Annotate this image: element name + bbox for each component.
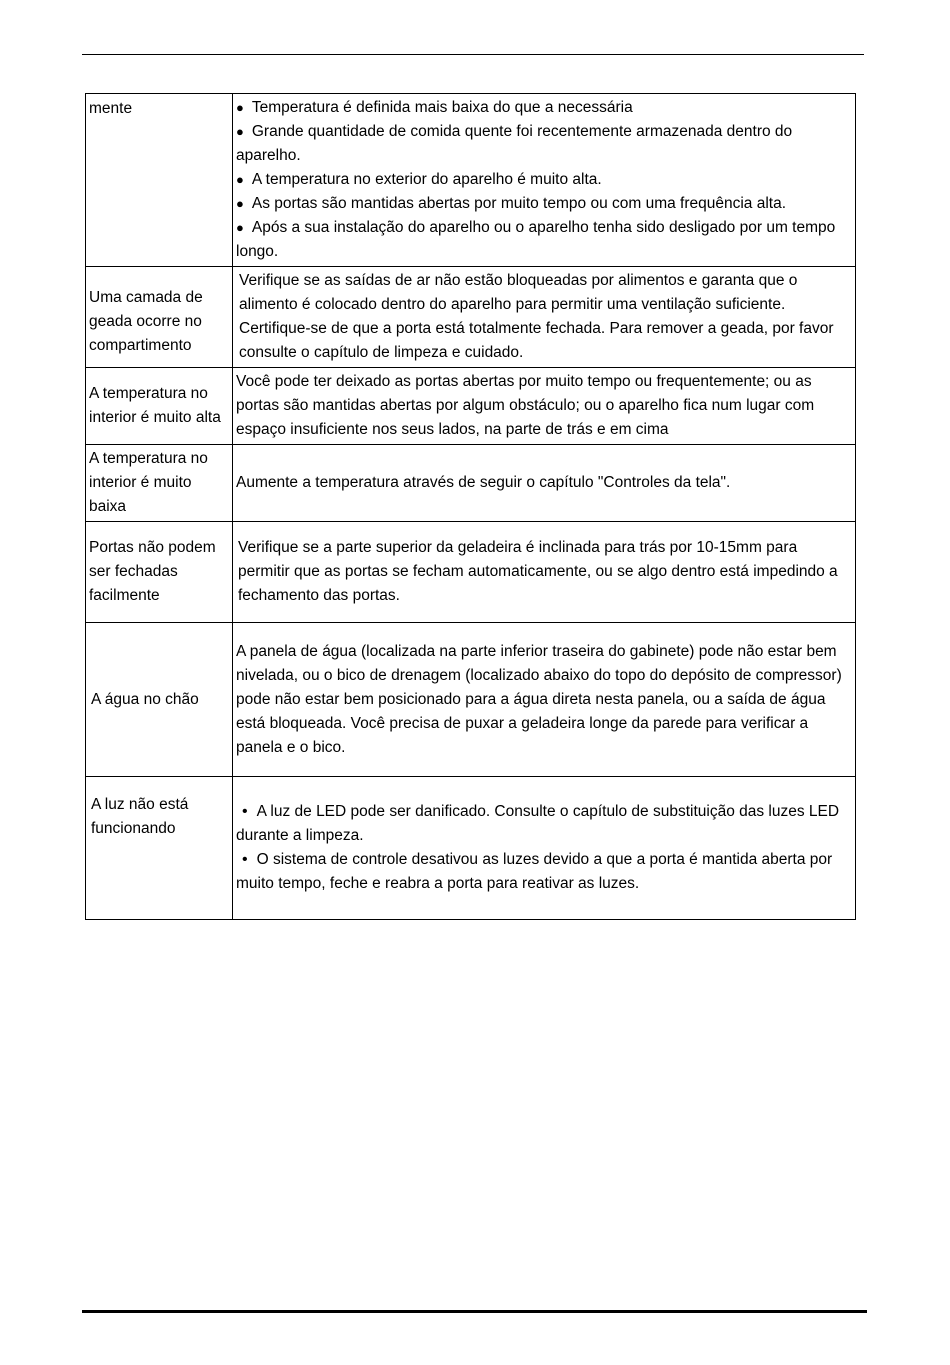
bullet-item: ● Grande quantidade de comida quente foi recentemente armazenada dentro do aparelho. — [236, 120, 852, 168]
bullet-item: ● As portas são mantidas abertas por muito tempo ou com uma frequência alta. — [236, 192, 852, 216]
bullet-item: ● Temperatura é definida mais baixa do que a necessária — [236, 96, 852, 120]
table-row — [86, 94, 856, 267]
solution-text: Aumente a temperatura através de seguir o capítulo "Controles da tela". — [233, 445, 856, 522]
bullet-item: • O sistema de controle desativou as luzes devido a que a porta é mantida aberta por muito tempo, feche e reabra a porta para reativar as luzes. — [236, 848, 852, 896]
table-row — [86, 522, 856, 623]
table-row — [86, 445, 856, 522]
problem-label: A temperatura no interior é muito baixa — [86, 445, 233, 522]
solution-text: Verifique se a parte superior da geladeira é inclinada para trás por 10-15mm para permitir que as portas se fecham automaticamente, ou se algo dentro está impedindo a fechamento das portas. — [233, 522, 856, 623]
table-row — [86, 777, 856, 920]
table-row — [86, 368, 856, 445]
bullet-item: ● A temperatura no exterior do aparelho é muito alta. — [236, 168, 852, 192]
solution-text: Você pode ter deixado as portas abertas por muito tempo ou frequentemente; ou as portas são mantidas abertas por algum obstáculo; ou o aparelho fica num lugar com espaço insuficiente nos seus lados, na parte de trás e em cima — [233, 368, 856, 445]
problem-label: A água no chão — [86, 623, 233, 777]
table-row — [86, 623, 856, 777]
problem-label: Uma camada de geada ocorre no compartimento — [86, 267, 233, 368]
bullet-item: ● Após a sua instalação do aparelho ou o aparelho tenha sido desligado por um tempo longo. — [236, 216, 852, 264]
table-row — [86, 267, 856, 368]
solution-cell — [233, 94, 856, 267]
bullet-item: • A luz de LED pode ser danificado. Consulte o capítulo de substituição das luzes LED durante a limpeza. — [236, 800, 852, 848]
problem-label: A temperatura no interior é muito alta — [86, 368, 233, 445]
solution-text: A panela de água (localizada na parte inferior traseira do gabinete) pode não estar bem nivelada, ou o bico de drenagem (localizado abaixo do topo do depósito de compressor) pode não estar bem posicionado para a água direta nesta panela, ou a saída de água está bloqueada. Você precisa de puxar a geladeira longe da parede para verificar a panela e o bico. — [233, 623, 856, 777]
header-rule — [82, 54, 864, 55]
problem-label: Portas não podem ser fechadas facilmente — [86, 522, 233, 623]
solution-cell — [233, 777, 856, 920]
problem-label: mente — [86, 94, 233, 267]
problem-label: A luz não está funcionando — [86, 777, 233, 920]
troubleshooting-table — [85, 93, 856, 920]
footer-rule — [82, 1310, 867, 1313]
solution-text: Verifique se as saídas de ar não estão bloqueadas por alimentos e garanta que o alimento é colocado dentro do aparelho para permitir uma ventilação suficiente. Certifique-se de que a porta está totalmente fechada. Para remover a geada, por favor consulte o capítulo de limpeza e cuidado. — [233, 267, 856, 368]
